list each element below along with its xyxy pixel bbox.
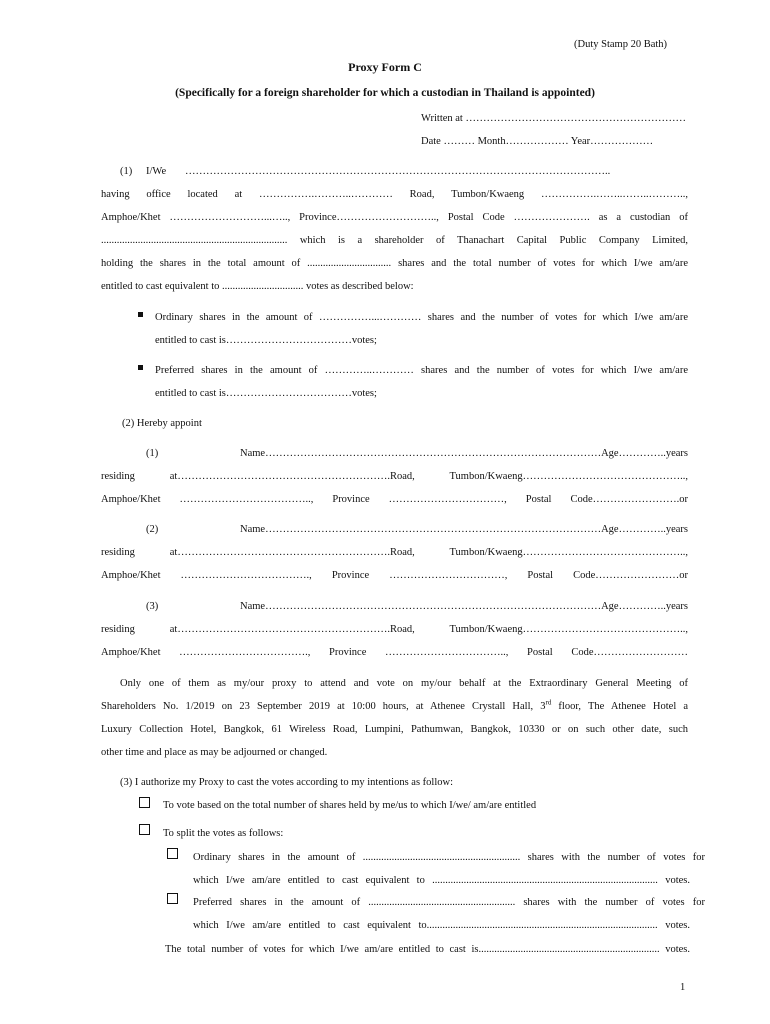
- ordinary-shares-line[interactable]: Ordinary shares in the amount of ……………...………… shares and the number of votes for which I/we am/are: [155, 312, 688, 323]
- meeting-paragraph-line-1: Only one of them as my/our proxy to attend and vote on my/our behalf at the Extraordinary General Meeting of: [120, 678, 688, 689]
- split-ordinary-votes-line[interactable]: which I/we am/are entitled to cast equivalent to ...................................................................................... votes.: [193, 875, 690, 886]
- split-ordinary-shares-line[interactable]: Ordinary shares in the amount of ............................................................ shares with the number of votes for: [193, 852, 705, 863]
- meeting-text-part-2: floor, The Athenee Hotel a: [551, 701, 689, 712]
- ordinal-superscript: rd: [545, 698, 552, 707]
- proxy-3-name-line[interactable]: (3) Name……………………………………………………………………………………Age…………..years: [146, 601, 688, 612]
- total-votes-line[interactable]: entitled to cast equivalent to ............................... votes as described below:: [101, 281, 414, 292]
- written-at-field[interactable]: Written at ………………………………………………………: [421, 113, 686, 124]
- ordinary-votes-line[interactable]: entitled to cast is………………………………votes;: [155, 335, 377, 346]
- preferred-votes-line[interactable]: entitled to cast is………………………………votes;: [155, 388, 377, 399]
- preferred-shares-line[interactable]: Preferred shares in the amount of …………..………… shares and the number of votes for which I/we am/are: [155, 365, 688, 376]
- bullet-icon: [138, 365, 143, 370]
- proxy-1-amphoe-line[interactable]: Amphoe/Khet ……………………………….., Province ……………………………, Postal Code…………………….or: [101, 494, 688, 505]
- shareholder-line[interactable]: ....................................................................... which is a shareholder of Thanachart Capital Public Company Limited,: [101, 235, 688, 246]
- proxy-3-residing-line[interactable]: residing at…………………………………………………….Road, Tumbon/Kwaeng………………………………………..,: [101, 624, 688, 635]
- checkbox-icon[interactable]: [167, 893, 178, 904]
- checkbox-icon[interactable]: [139, 797, 150, 808]
- checkbox-icon[interactable]: [139, 824, 150, 835]
- section-3-heading: (3) I authorize my Proxy to cast the votes according to my intentions as follow:: [120, 777, 454, 788]
- page-number: 1: [680, 982, 686, 993]
- date-field[interactable]: Date ……… Month……………… Year………………: [421, 136, 654, 147]
- proxy-2-name-line[interactable]: (2) Name……………………………………………………………………………………Age…………..years: [146, 524, 688, 535]
- meeting-paragraph-line-4: other time and place as may be adjourned or changed.: [101, 747, 328, 758]
- proxy-3-amphoe-line[interactable]: Amphoe/Khet ………………………………., Province …………………………….., Postal Code………………………: [101, 647, 688, 658]
- total-shares-line[interactable]: holding the shares in the total amount of ................................ shares and the total number of votes for which I/we am/are: [101, 258, 688, 269]
- bullet-icon: [138, 312, 143, 317]
- option-vote-total-label: To vote based on the total number of shares held by me/us to which I/we/ am/are entitled: [163, 800, 537, 811]
- total-split-votes-line[interactable]: The total number of votes for which I/we am/are entitled to cast is..................................................................... votes.: [165, 944, 690, 955]
- amphoe-province-line[interactable]: Amphoe/Khet ………………………...….., Province……………………….., Postal Code …………………. as a custodian of: [101, 212, 688, 223]
- section-1-number: (1): [120, 166, 133, 177]
- proxy-2-residing-line[interactable]: residing at…………………………………………………….Road, Tumbon/Kwaeng………………………………………..,: [101, 547, 688, 558]
- office-address-line[interactable]: having office located at …………….………..………… Road, Tumbon/Kwaeng …………….……..……..………..,: [101, 189, 688, 200]
- option-split-votes-label: To split the votes as follows:: [163, 828, 284, 839]
- checkbox-icon[interactable]: [167, 848, 178, 859]
- iwe-label: I/We: [146, 166, 167, 177]
- meeting-text-part-1: Shareholders No. 1/2019 on 23 September 2019 at 10:00 hours, at Athenee Crystall Hall, 3: [101, 701, 546, 712]
- proxy-1-name-line[interactable]: (1) Name……………………………………………………………………………………Age…………..years: [146, 448, 688, 459]
- form-title: Proxy Form C: [348, 60, 422, 74]
- iwe-name-field[interactable]: …………………………………………………………………………………………………………..: [185, 166, 611, 177]
- split-preferred-votes-line[interactable]: which I/we am/are entitled to cast equivalent to........................................................................................ votes.: [193, 920, 690, 931]
- section-2-heading: (2) Hereby appoint: [122, 418, 202, 429]
- duty-stamp-note: (Duty Stamp 20 Bath): [574, 39, 668, 50]
- split-preferred-shares-line[interactable]: Preferred shares in the amount of ........................................................ shares with the number of votes for: [193, 897, 705, 908]
- meeting-paragraph-line-3: Luxury Collection Hotel, Bangkok, 61 Wireless Road, Lumpini, Pathumwan, Bangkok, 10330 or on such other date, such: [101, 724, 688, 735]
- proxy-2-amphoe-line[interactable]: Amphoe/Khet ………………………………., Province ……………………………, Postal Code……………………or: [101, 570, 688, 581]
- form-subtitle: (Specifically for a foreign shareholder for which a custodian in Thailand is appointed): [175, 87, 595, 99]
- meeting-paragraph-line-2: [101, 700, 688, 714]
- proxy-1-residing-line[interactable]: residing at…………………………………………………….Road, Tumbon/Kwaeng………………………………………..,: [101, 471, 688, 482]
